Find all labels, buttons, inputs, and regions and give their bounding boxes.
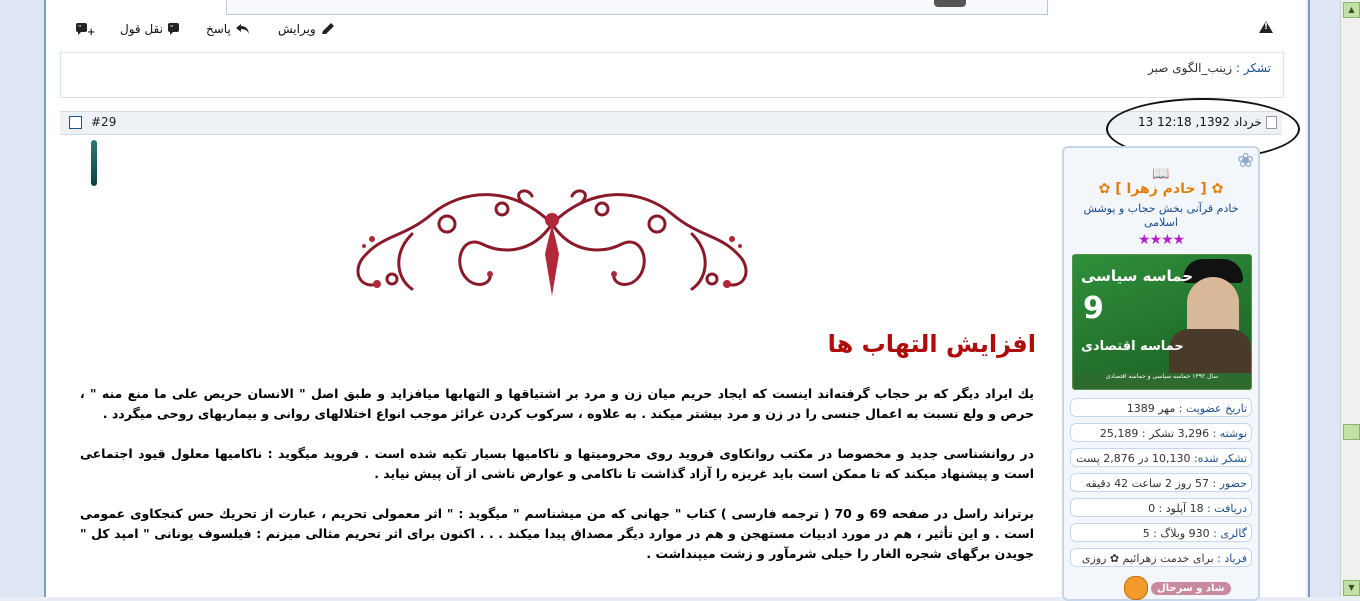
svg-text:": " [169,24,174,32]
flower-corner-icon: ❀ [1237,148,1254,172]
quote-button[interactable] [120,20,181,38]
user-info-panel [1062,146,1260,601]
thanks-user-link[interactable]: زینب_الگوی صبر [1148,61,1233,75]
quill-decoration [91,140,97,186]
right-pattern-border [1308,0,1342,597]
smiley-icon [1124,576,1148,600]
user-mood [1124,576,1231,600]
stat-posts: نوشته : 3,296 تشکر : 25,189 [1070,423,1252,442]
post-number[interactable]: #29 [91,115,117,129]
left-pattern-border [0,0,46,597]
resize-handle[interactable] [934,0,966,7]
scroll-thumb[interactable] [1343,424,1360,440]
avatar-caption: سال ۱۳۹۲ حماسه سیاسی و حماسه اقتصادی [1073,373,1251,389]
stat-thanked: تشکر شده: 10,130 در 2,876 پست [1070,448,1252,467]
quote-label: نقل قول [120,22,163,36]
stat-shout: فریاد : برای خدمت زهرائیم ✿ روزی [1070,548,1252,567]
stat-presence: حضور : 57 روز 2 ساعت 42 دقیقه [1070,473,1252,492]
report-warning-icon[interactable] [1259,21,1273,33]
vertical-scrollbar[interactable] [1340,0,1360,597]
post-paragraph-3: برتراند راسل در صفحه 69 و 70 ( ترجمه فارسی ) كتاب " جهانی كه من میشناسم " میگوید : " اثر معمولی تحریم ، عبارت از تحریك حس كنجكاوی عمومی است . و این تأثیر ، هم در مورد ادبیات مستهجن و هم در موارد دیگر مصداق پیدا میكند . . . اكنون برای اثر تحریم مثالی میزنم : فیلسوف یونانی " امپد كل " جویدن برگهای شجره الغار را خیلی شرمآور و زشت میپنداشت . [80,506,1034,561]
post-select-checkbox[interactable] [69,116,82,129]
svg-text:+: + [87,27,95,36]
stat-join-date: تاریخ عضویت : مهر 1389 [1070,398,1252,417]
reply-label: پاسخ [206,22,231,36]
thanks-line [1148,61,1271,75]
stat-gallery: گالری : 930 وبلاگ : 5 [1070,523,1252,542]
reply-button[interactable] [206,20,251,38]
open-book-icon: 📖 [1152,166,1170,182]
multi-quote-button[interactable] [75,20,95,38]
quote-icon [167,22,181,36]
post-date-text: 13 خرداد 1392, 12:18 [1138,115,1262,129]
pencil-icon [320,22,336,36]
user-avatar [1072,254,1252,390]
multi-quote-icon [75,22,95,36]
post-header [60,111,1282,135]
edit-label: ویرایش [278,22,316,36]
thanks-label: تشکر : [1235,61,1271,75]
mood-label: شاد و سرحال [1151,582,1231,595]
post-action-bar [60,18,1290,42]
user-title: خادم قرآنی بخش حجاب و پوشش اسلامی [1083,202,1239,229]
post-container [46,0,1306,597]
rank-stars: ★★★★ [1138,232,1185,248]
username-link[interactable]: ✿ [ خادم زهرا ] ✿ [1098,181,1224,197]
scroll-down-arrow[interactable]: ▼ [1343,580,1360,596]
thanks-box [60,52,1284,98]
floral-ornament [352,184,752,306]
previous-post-bottom [226,0,1048,15]
scroll-up-arrow[interactable]: ▲ [1343,2,1360,18]
avatar-number: 9 [1083,291,1104,326]
post-paragraph-1: یك ایراد دیگر كه بر حجاب گرفته‌اند اینست كه ایجاد حریم میان زن و مرد بر اشتیاقها و التهابها میافزاید و طبق اصل " الانسان حریص علی ما منع منه " ، حرص و ولع نسبت به اعمال جنسی را در زن و مرد بیشتر میكند . به علاوه ، سركوب كردن غرائز موجب انواع اختلالهای روانی و بیماریهای روحی میگردد . [80,386,1034,421]
stat-downloads: دریافت : 18 آپلود : 0 [1070,498,1252,517]
reply-arrow-icon [235,22,251,36]
avatar-text-1: حماسه سیاسی [1081,267,1194,285]
post-paragraph-2: در روانشناسی جدید و مخصوصا در مكتب روانكاوی فروید روی محرومیتها و ناكامیها بسیار تكیه شده است . فروید میگوید : ناكامیها معلول قیود اجتماعی است و پیشنهاد میكند كه تا ممكن است باید غریزه را آزاد گذاشت تا ناكامی و عوارض ناشی از آن پیش نیاید . [80,446,1034,481]
post-title: افزایش التهاب ها [827,330,1036,358]
avatar-text-2: حماسه اقتصادی [1081,339,1184,354]
svg-text:": " [78,24,82,32]
edit-button[interactable] [278,20,336,38]
